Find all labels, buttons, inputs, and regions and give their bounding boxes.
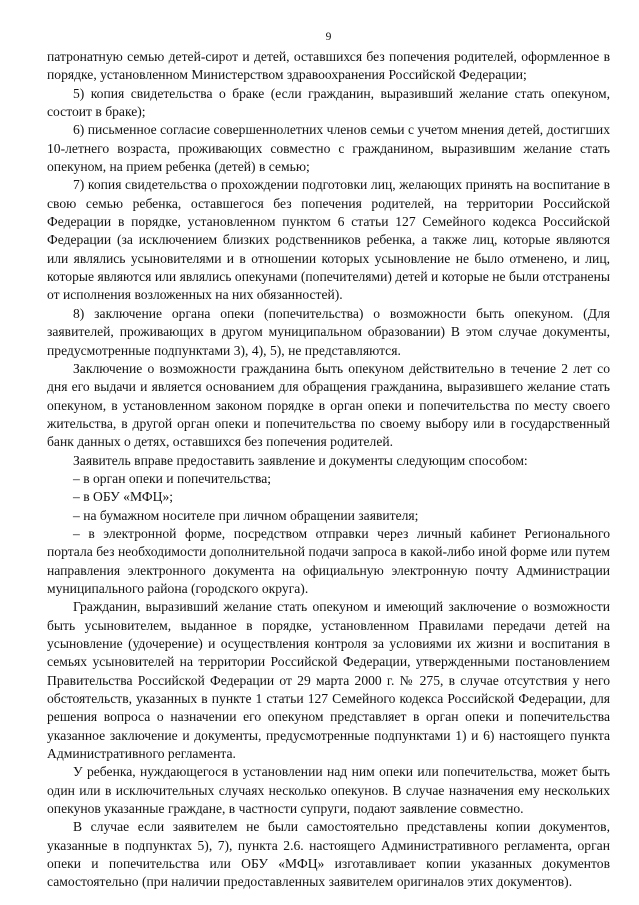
paragraph-13: У ребенка, нуждающегося в установлении над ним опеки или попечительства, может быть один или в исключительных случаях несколько опекунов. В случае назначения ему нескольких опекунов указанные граждане, в частности супруги, подают заявление совместно. bbox=[47, 764, 610, 817]
paragraph-3: 6) письменное согласие совершеннолетних членов семьи с учетом мнения детей, достигших 10-летнего возраста, проживающих совместно с гражданином, выразившим желание стать опекуном, на прием ребенка (детей) в семью; bbox=[47, 122, 610, 175]
paragraph-14: В случае если заявителем не были самостоятельно представлены копии документов, указанные в подпунктах 5), 7), пункта 2.6. настоящего Административного регламента, орган опеки и попечительства или ОБУ «МФЦ» изготавливает копии указанных документов самостоятельно (при наличии предоставленных заявителем оригиналов этих документов). bbox=[47, 819, 610, 890]
paragraph-11: – в электронной форме, посредством отправки через личный кабинет Регионального портала без необходимости дополнительной подачи запроса в какой-либо иной форме или путем направления электронного документа на официальную электронную почту Администрации муниципального района (городского округа). bbox=[47, 525, 610, 596]
paragraph-2: 5) копия свидетельства о браке (если гражданин, выразивший желание стать опекуном, состоит в браке); bbox=[47, 85, 610, 120]
paragraph-6: Заключение о возможности гражданина быть опекуном действительно в течение 2 лет со дня его выдачи и является основанием для обращения гражданина, выразившего желание стать опекуном, в установленном законом порядке в орган опеки и попечительства по месту своего жительства, в другой орган опеки и попечительства по своему выбору или в государственный банк данных о детях, оставшихся без попечения родителей. bbox=[47, 360, 610, 450]
paragraph-9: – в ОБУ «МФЦ»; bbox=[73, 489, 174, 505]
page-number: 9 bbox=[325, 31, 332, 43]
paragraph-1: патронатную семью детей-сирот и детей, оставшихся без попечения родителей, оформленное в порядке, установленном Министерством здравоохранения Российской Федерации; bbox=[47, 49, 610, 83]
paragraph-8: – в орган опеки и попечительства; bbox=[73, 470, 272, 486]
paragraph-10: – на бумажном носителе при личном обращении заявителя; bbox=[73, 507, 419, 523]
document-body bbox=[47, 48, 610, 892]
paragraph-5: 8) заключение органа опеки (попечительства) о возможности быть опекуном. (Для заявителей, проживающих в другом муниципальном образовании) В этом случае документы, предусмотренные подпунктами 3), 4), 5), не представляются. bbox=[47, 305, 610, 358]
paragraph-12: Гражданин, выразивший желание стать опекуном и имеющий заключение о возможности быть усыновителем, выданное в порядке, установленном Правилами передачи детей на усыновление (удочерение) и осуществления контроля за условиями их жизни и воспитания в семьях усыновителей на территории Российской Федерации, утвержденными постановлением Правительства Российской Федерации от 29 марта 2000 г. № 275, в случае отсутствия у него обстоятельств, указанных в пункте 1 статьи 127 Семейного кодекса Российской Федерации, для решения вопроса о назначении его опекуном представляет в орган опеки и попечительства указанное заключение и документы, предусмотренные подпунктами 1) и 6) настоящего пункта Административного регламента. bbox=[47, 599, 610, 762]
paragraph-7: Заявитель вправе предоставить заявление и документы следующим способом: bbox=[73, 452, 528, 468]
paragraph-4: 7) копия свидетельства о прохождении подготовки лиц, желающих принять на воспитание в свою семью ребенка, оставшегося без попечения родителей, на территории Российской Федерации в порядке, установленном пунктом 6 статьи 127 Семейного кодекса Российской Федерации (за исключением близких родственников ребенка, а также лиц, которые являются или являлись усыновителями и в отношении которых усыновление не было отменено, и лиц, которые являются или являлись опекунами (попечителями) детей и которые не были отстранены от исполнения возложенных на них обязанностей). bbox=[47, 177, 610, 303]
